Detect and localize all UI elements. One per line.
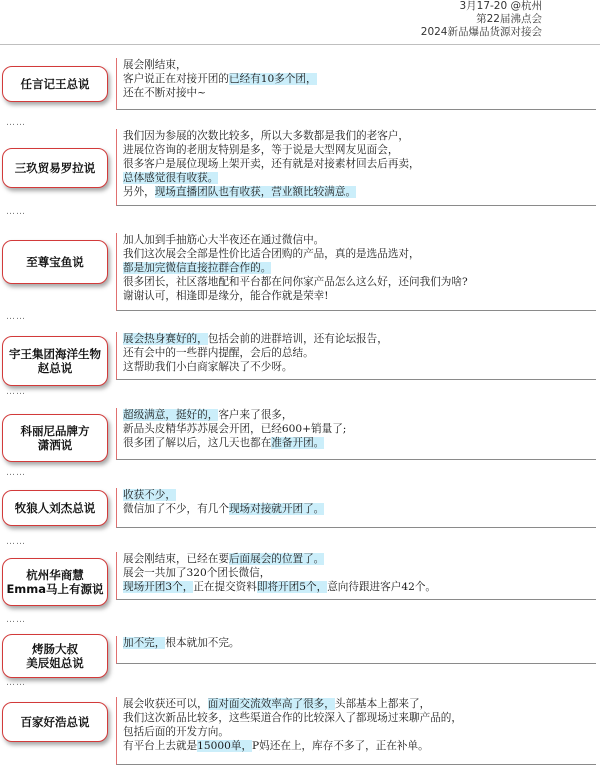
quote-text: 另外， [123,186,155,198]
quote-line [123,157,596,171]
quote-block [116,129,596,206]
highlighted-text: 总体感觉很有收获。 [123,172,219,184]
highlighted-text: 15000单， [197,740,253,752]
quote-line [123,289,596,303]
separator-dots: …… [6,615,26,625]
quote-line [123,72,596,86]
highlighted-text: 现场直播团队也有收获，营业额比较满意。 [154,186,357,198]
speaker-tag [2,240,108,284]
quote-line [123,86,596,100]
quote-block [116,552,596,600]
speaker-name: 美辰姐总说 [26,656,84,670]
highlighted-text: 超级满意，挺好的， [123,409,219,421]
quote-line [123,346,596,360]
speaker-tag [2,414,108,462]
highlighted-text: 都是加完微信直接拉群合作的。 [123,262,272,274]
quote-line [123,636,596,650]
quote-text: 谢谢认可，相逢即是缘分，能合作就是荣幸! [123,290,329,302]
speaker-name: 宇王集团海洋生物 [9,347,101,361]
quote-line [123,233,596,247]
quote-text: 还在不断对接中~ [123,87,207,99]
quote-text: 根本就加不完。 [165,637,240,649]
quote-text: 包括后面的开发方向。 [123,726,229,738]
highlighted-text: 准备开团。 [271,437,325,449]
quote-block [116,332,596,380]
speaker-tag [2,558,108,606]
speaker-name: 三玖贸易罗拉说 [14,161,96,175]
speaker-tag [2,490,108,526]
quote-text: 头部基本上都来了， [334,698,431,710]
quote-text: 进展位咨询的老朋友特别是多，等于说是大型网友见面会， [123,144,399,156]
highlighted-text: 加不完， [123,637,166,649]
quote-block [116,697,596,765]
quote-text: 这帮助我们小白商家解决了不少呀。 [123,361,293,373]
quote-line [123,58,596,72]
separator-dots: …… [6,468,26,478]
highlighted-text: 即将开团5个， [256,581,328,593]
quote-line [123,488,596,502]
quote-line [123,247,596,261]
quote-text: 意向待跟进客户42个。 [327,581,437,593]
quote-text: 我们这次新品比较多，这些渠道合作的比较深入了都现场过来聊产品的， [123,712,462,724]
speaker-name: Emma马上有源说 [6,582,104,596]
speaker-name: 赵总说 [37,361,73,375]
speaker-tag [2,148,108,188]
quote-text: 我们这次展会全部是性价比适合团购的产品，真的是选品选对， [123,248,420,260]
quote-line [123,580,596,594]
quote-line [123,697,596,711]
quote-line [123,711,596,725]
quote-line [123,552,596,566]
event-edition: 第22届沸点会 [476,13,542,25]
highlighted-text: 展会热身赛好的， [123,333,208,345]
quote-text: 新品头皮精华苏苏展会开团，已经600+销量了; [123,423,347,435]
quote-line [123,171,596,185]
quote-text: 有平台上去就是 [123,740,198,752]
quote-text: 展会刚结束，已经在要 [123,553,229,565]
quote-line [123,360,596,374]
quote-text: 包括会前的进群培训，还有论坛报告， [207,333,388,345]
quote-line [123,143,596,157]
quote-text: 客户来了很多， [218,409,293,421]
quote-line [123,185,596,199]
quote-line [123,436,596,450]
quote-block [116,408,596,460]
separator-dots: …… [6,207,26,217]
highlighted-text: 收获不少， [123,489,176,501]
separator-dots: …… [6,537,26,547]
quote-text: 我们因为参展的次数比较多，所以大多数都是我们的老客户， [123,130,410,142]
separator-dots: …… [6,312,26,322]
quote-text: 微信加了不少，有几个 [123,503,229,515]
quote-block [116,58,596,110]
highlighted-text: 现场对接就开团了。 [228,503,325,515]
quote-text: 展会一共加了320个团长微信， [123,567,271,579]
quote-text: 加人加到手抽筋心大半夜还在通过微信中。 [123,234,325,246]
quote-line [123,129,596,143]
highlighted-text: 后面展会的位置了。 [228,553,325,565]
quote-block [116,233,596,311]
event-date-location: 3月17-20 @杭州 [459,0,542,12]
separator-dots: …… [6,678,26,688]
speaker-name: 潇洒说 [37,438,73,452]
speaker-tag [2,336,108,386]
quote-line [123,422,596,436]
quote-line [123,566,596,580]
quote-text: 很多团长，社区落地配和平台都在问你家产品怎么这么好，还问我们为啥? [123,276,468,288]
speaker-name: 杭州华商慧 [26,568,84,582]
quote-text: 正在提交资料 [193,581,257,593]
quote-line [123,332,596,346]
speaker-name: 任言记王总说 [20,77,90,91]
quote-line [123,739,596,753]
speaker-name: 百家好浩总说 [20,715,90,729]
speaker-tag [2,634,108,678]
separator-dots: …… [6,118,26,128]
speaker-name: 至尊宝鱼说 [26,255,84,269]
quote-line [123,725,596,739]
highlighted-text: 面对面交流效率高了很多， [207,698,335,710]
highlighted-text: 现场开团3个， [123,581,194,593]
separator-dots: …… [6,387,26,397]
quote-text: 很多客户是展位现场上架开卖，还有就是对接素材回去后再卖， [123,158,420,170]
speaker-name: 牧狼人刘杰总说 [14,501,96,515]
quote-text: 还有会中的一些群内提醒，会后的总结。 [123,347,314,359]
quote-text: 展会收获还可以， [123,698,208,710]
quote-text: P妈还在上，库存不多了，正在补单。 [252,740,429,752]
event-header [242,0,542,39]
speaker-tag [2,66,108,102]
quote-line [123,502,596,516]
quote-block [116,488,596,528]
quote-line [123,408,596,422]
quote-line [123,261,596,275]
speaker-name: 科丽尼品牌方 [20,424,90,438]
quote-text: 客户说正在对接开团的 [123,73,229,85]
event-title: 2024新品爆品货源对接会 [420,26,542,38]
quote-block [116,636,596,664]
speaker-tag [2,702,108,742]
quote-text: 很多团了解以后，这几天也都在 [123,437,272,449]
header-divider [0,44,600,45]
speaker-name: 烤肠大叔 [32,642,78,656]
highlighted-text: 已经有10多个团， [228,73,317,85]
quote-text: 展会刚结束， [123,59,187,71]
quote-line [123,275,596,289]
